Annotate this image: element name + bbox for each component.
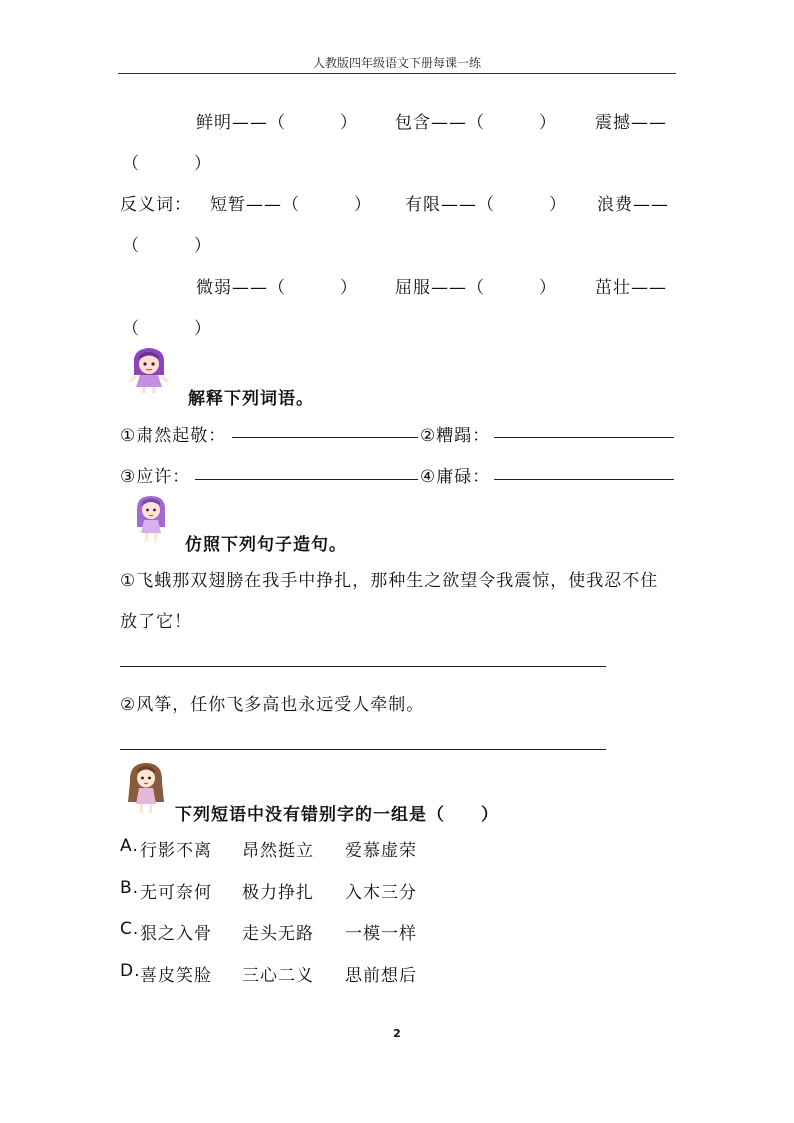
explain-item-2: ②糟蹋： <box>420 426 491 446</box>
page-header-title: 人教版四年级语文下册每课一练 <box>312 56 481 70</box>
option-c-item-2: 走头无路 <box>242 924 314 944</box>
synonym-item-2: 包含——（ ） <box>395 113 557 133</box>
explain-answer-line-3[interactable] <box>195 479 418 480</box>
option-d-item-1: 喜皮笑脸 <box>140 966 212 986</box>
option-b-item-2: 极力挣扎 <box>242 883 314 903</box>
imitate-answer-line-1[interactable] <box>120 666 606 667</box>
option-d-item-3: 思前想后 <box>345 966 417 986</box>
imitate-question-2: ②风筝，任你飞多高也永远受人牵制。 <box>120 695 425 715</box>
synonym-item-3-blank: （ ） <box>122 154 212 174</box>
explain-answer-line-1[interactable] <box>232 437 418 438</box>
cartoon-girl-icon <box>132 493 170 543</box>
option-c-letter[interactable]: C. <box>120 919 140 939</box>
option-a-item-1: 行影不离 <box>140 841 212 861</box>
section-imitate-title: 仿照下列句子造句。 <box>185 535 347 555</box>
antonym-item-6: 茁壮—— <box>595 278 667 298</box>
option-a-item-3: 爱慕虚荣 <box>345 841 417 861</box>
antonym-item-1: 短暂——（ ） <box>210 195 372 215</box>
section-choice-title: 下列短语中没有错别字的一组是（ ） <box>175 805 499 825</box>
option-d-letter[interactable]: D. <box>120 961 141 981</box>
antonym-item-5: 屈服——（ ） <box>395 278 557 298</box>
header-divider <box>118 73 676 74</box>
antonym-item-3-blank: （ ） <box>122 236 212 256</box>
imitate-answer-line-2[interactable] <box>120 749 606 750</box>
antonym-label: 反义词： <box>120 195 192 215</box>
antonym-item-6-blank: （ ） <box>122 319 212 339</box>
option-a-letter[interactable]: A. <box>120 836 139 856</box>
cartoon-girl-icon <box>126 760 166 816</box>
option-b-item-3: 入木三分 <box>345 883 417 903</box>
antonym-item-2: 有限——（ ） <box>405 195 567 215</box>
synonym-item-1: 鲜明——（ ） <box>196 113 358 133</box>
explain-item-3: ③应许： <box>120 467 191 487</box>
explain-answer-line-4[interactable] <box>494 479 674 480</box>
antonym-item-3: 浪费—— <box>597 195 669 215</box>
imitate-question-1-line-1: ①飞蛾那双翅膀在我手中挣扎，那种生之欲望令我震惊，使我忍不住 <box>120 571 659 591</box>
option-d-item-2: 三心二义 <box>242 966 314 986</box>
explain-item-4: ④庸碌： <box>420 467 491 487</box>
option-b-item-1: 无可奈何 <box>140 883 212 903</box>
synonym-item-3: 震撼—— <box>595 113 667 133</box>
option-a-item-2: 昂然挺立 <box>242 841 314 861</box>
section-explain-title: 解释下列词语。 <box>188 389 314 409</box>
page-number: 2 <box>393 1027 401 1040</box>
antonym-item-4: 微弱——（ ） <box>196 278 358 298</box>
option-b-letter[interactable]: B. <box>120 878 140 898</box>
option-c-item-3: 一模一样 <box>345 924 417 944</box>
imitate-question-1-line-2: 放了它！ <box>120 612 192 632</box>
explain-answer-line-2[interactable] <box>494 437 674 438</box>
cartoon-girl-icon <box>128 345 170 395</box>
explain-item-1: ①肃然起敬： <box>120 426 227 446</box>
option-c-item-1: 狠之入骨 <box>140 924 212 944</box>
